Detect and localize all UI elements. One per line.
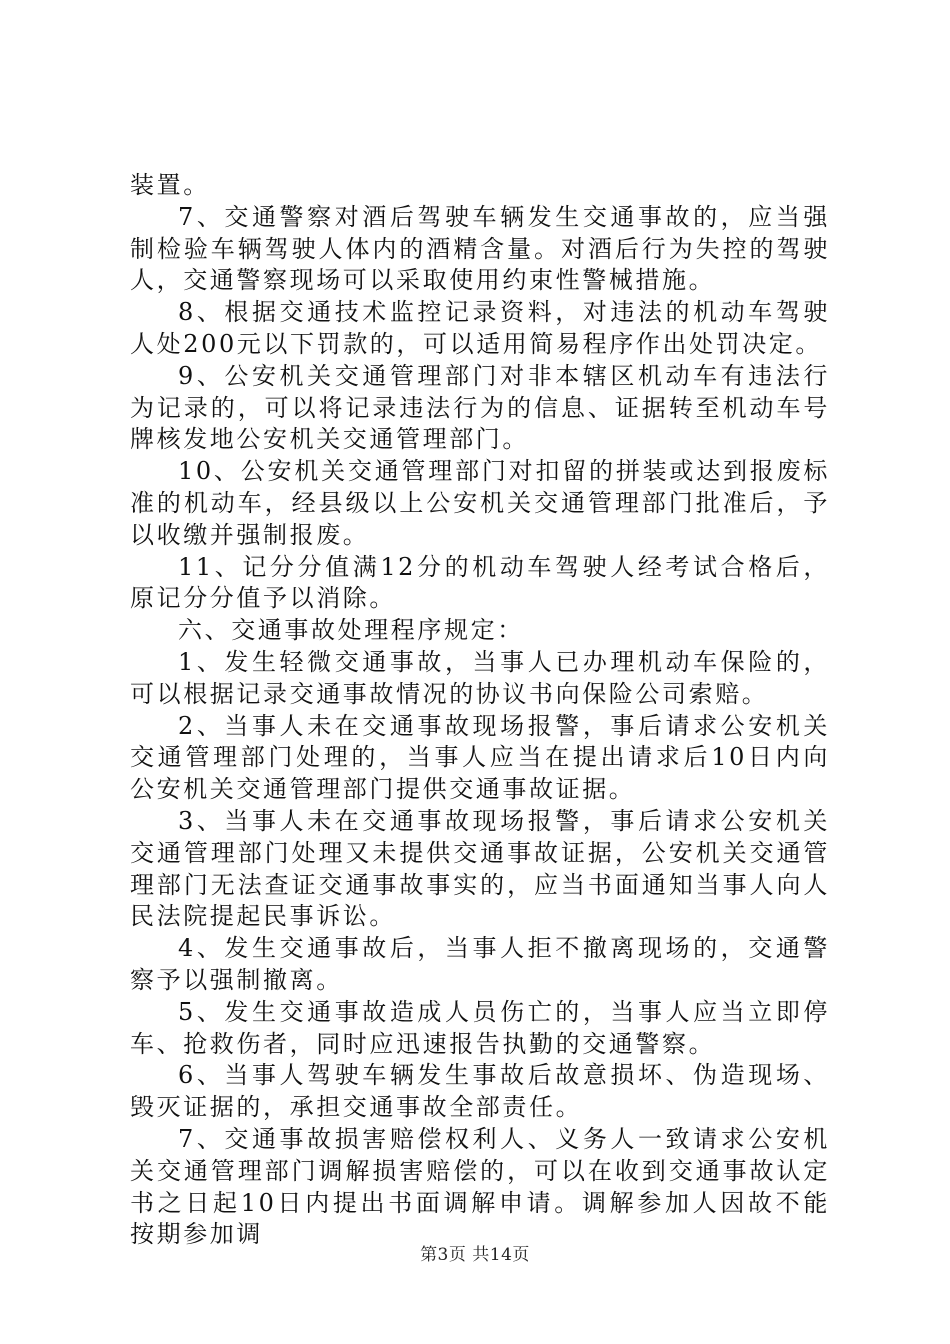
paragraph: 4、发生交通事故后，当事人拒不撤离现场的，交通警察予以强制撤离。 — [130, 934, 830, 994]
document-body — [130, 170, 830, 1251]
paragraph: 9、公安机关交通管理部门对非本辖区机动车有违法行为记录的，可以将记录违法行为的信息、证据转至机动车号牌核发地公安机关交通管理部门。 — [130, 361, 830, 454]
paragraph: 7、交通警察对酒后驾驶车辆发生交通事故的，应当强制检验车辆驾驶人体内的酒精含量。对酒后行为失控的驾驶人，交通警察现场可以采取使用约束性警械措施。 — [130, 202, 830, 295]
section-heading: 六、交通事故处理程序规定： — [178, 616, 524, 645]
paragraph: 2、当事人未在交通事故现场报警，事后请求公安机关交通管理部门处理的，当事人应当在提出请求后10日内向公安机关交通管理部门提供交通事故证据。 — [130, 711, 830, 804]
paragraph: 3、当事人未在交通事故现场报警，事后请求公安机关交通管理部门处理又未提供交通事故证据，公安机关交通管理部门无法查证交通事故事实的，应当书面通知当事人向人民法院提起民事诉讼。 — [130, 806, 830, 931]
page-number-footer: 第3页 共14页 — [420, 1245, 530, 1265]
paragraph: 6、当事人驾驶车辆发生事故后故意损坏、伪造现场、毁灭证据的，承担交通事故全部责任。 — [130, 1061, 830, 1122]
paragraph: 7、交通事故损害赔偿权利人、义务人一致请求公安机关交通管理部门调解损害赔偿的，可以在收到交通事故认定书之日起10日内提出书面调解申请。调解参加人因故不能按期参加调 — [130, 1124, 830, 1249]
paragraph: 10、公安机关交通管理部门对扣留的拼装或达到报废标准的机动车，经县级以上公安机关交通管理部门批准后，予以收缴并强制报废。 — [130, 457, 830, 549]
paragraph: 11、记分分值满12分的机动车驾驶人经考试合格后，原记分分值予以消除。 — [130, 552, 830, 613]
paragraph: 5、发生交通事故造成人员伤亡的，当事人应当立即停车、抢救伤者，同时应迅速报告执勤的交通警察。 — [130, 997, 830, 1058]
paragraph: 装置。 — [130, 171, 210, 199]
paragraph: 1、发生轻微交通事故，当事人已办理机动车保险的，可以根据记录交通事故情况的协议书向保险公司索赔。 — [130, 647, 830, 708]
paragraph: 8、根据交通技术监控记录资料，对违法的机动车驾驶人处200元以下罚款的，可以适用简易程序作出处罚决定。 — [130, 298, 830, 358]
